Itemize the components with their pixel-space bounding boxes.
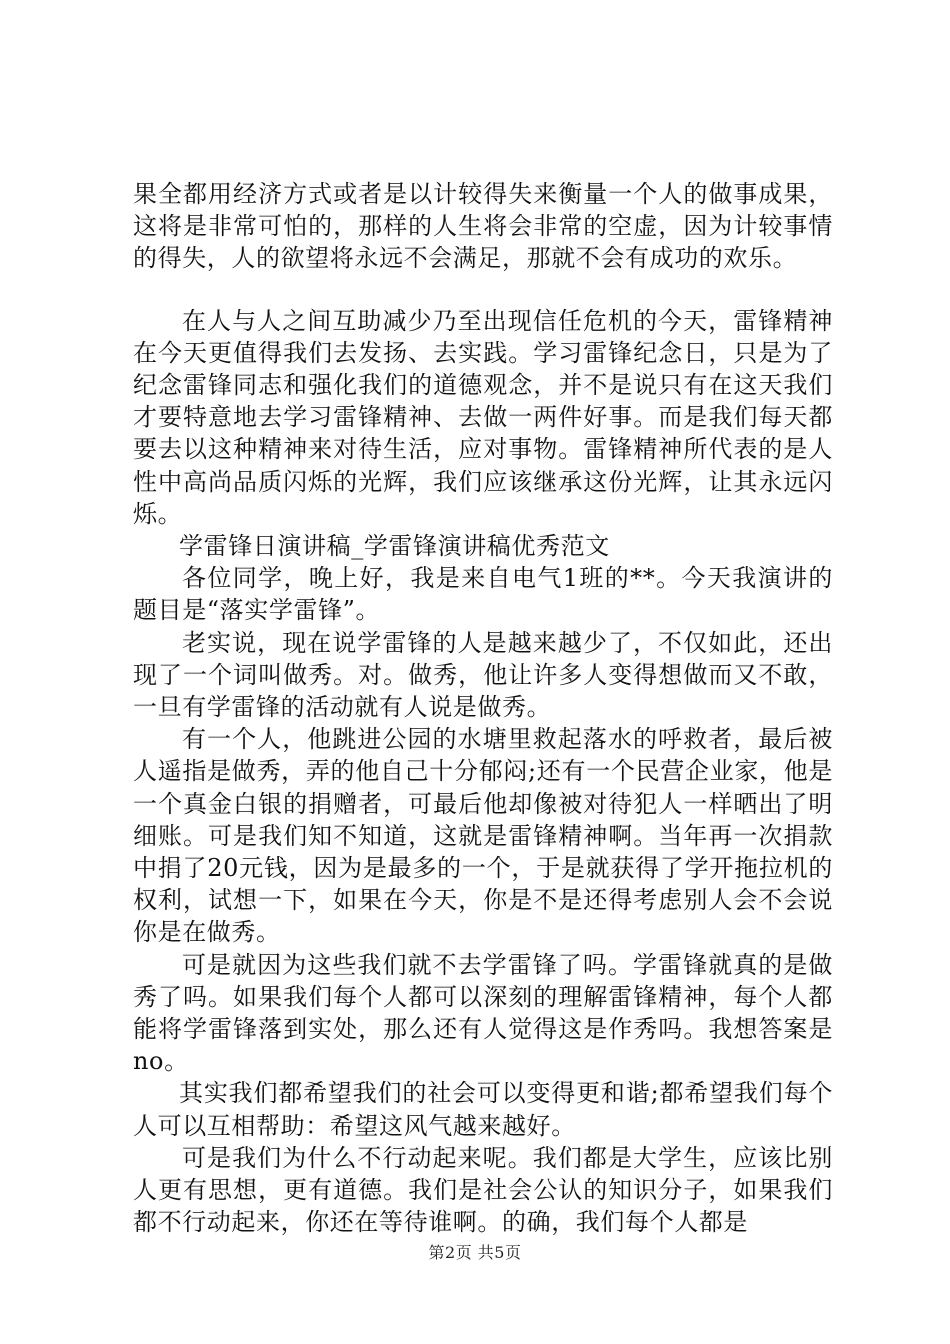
paragraph-greeting: 各位同学，晚上好，我是来自电气1班的**。今天我演讲的题目是“落实学雷锋”。 <box>133 564 833 625</box>
paragraph-continuation: 果全都用经济方式或者是以计较得失来衡量一个人的做事成果，这将是非常可怕的，那样的人生将会非常的空虚，因为计较事情的得失，人的欲望将永远不会满足，那就不会有成功的欢乐。 <box>133 180 833 273</box>
paragraph-hope: 其实我们都希望我们的社会可以变得更和谐;都希望我们每个人可以互相帮助：希望这风气越来越好。 <box>133 1079 833 1140</box>
page-number-footer: 第2页 共5页 <box>428 1243 522 1262</box>
paragraph-question: 可是就因为这些我们就不去学雷锋了吗。学雷锋就真的是做秀了吗。如果我们每个人都可以深刻的理解雷锋精神，每个人都能将学雷锋落到实处，那么还有人觉得这是作秀吗。我想答案是no。 <box>133 950 833 1076</box>
paragraph-lei-feng-spirit: 在人与人之间互助减少乃至出现信任危机的今天，雷锋精神在今天更值得我们去发扬、去实践。学习雷锋纪念日，只是为了纪念雷锋同志和强化我们的道德观念，并不是说只有在这天我们才要特意地去学习雷锋精神、去做一两件好事。而是我们每天都要去以这种精神来对待生活，应对事物。雷锋精神所代表的是人性中高尚品质闪烁的光辉，我们应该继承这份光辉，让其永远闪烁。 <box>133 306 833 528</box>
paragraph-honestly: 老实说，现在说学雷锋的人是越来越少了，不仅如此，还出现了一个词叫做秀。对。做秀，他让许多人变得想做而又不敢，一旦有学雷锋的活动就有人说是做秀。 <box>133 628 833 722</box>
paragraph-action: 可是我们为什么不行动起来呢。我们都是大学生，应该比别人更有思想，更有道德。我们是社会公认的知识分子，如果我们都不行动起来，你还在等待谁啊。的确，我们每个人都是 <box>133 1143 833 1237</box>
paragraph-example: 有一个人，他跳进公园的水塘里救起落水的呼救者，最后被人遥指是做秀，弄的他自己十分郁闷;还有一个民营企业家，他是一个真金白银的捐赠者，可最后他却像被对待犯人一样晒出了明细账。可是我们知不知道，这就是雷锋精神啊。当年再一次捐款中捐了20元钱，因为是最多的一个，于是就获得了学开拖拉机的权利，试想一下，如果在今天，你是不是还得考虑别人会不会说你是在做秀。 <box>133 725 833 947</box>
section-heading: 学雷锋日演讲稿_学雷锋演讲稿优秀范文 <box>179 532 610 561</box>
document-body <box>133 178 833 1239</box>
